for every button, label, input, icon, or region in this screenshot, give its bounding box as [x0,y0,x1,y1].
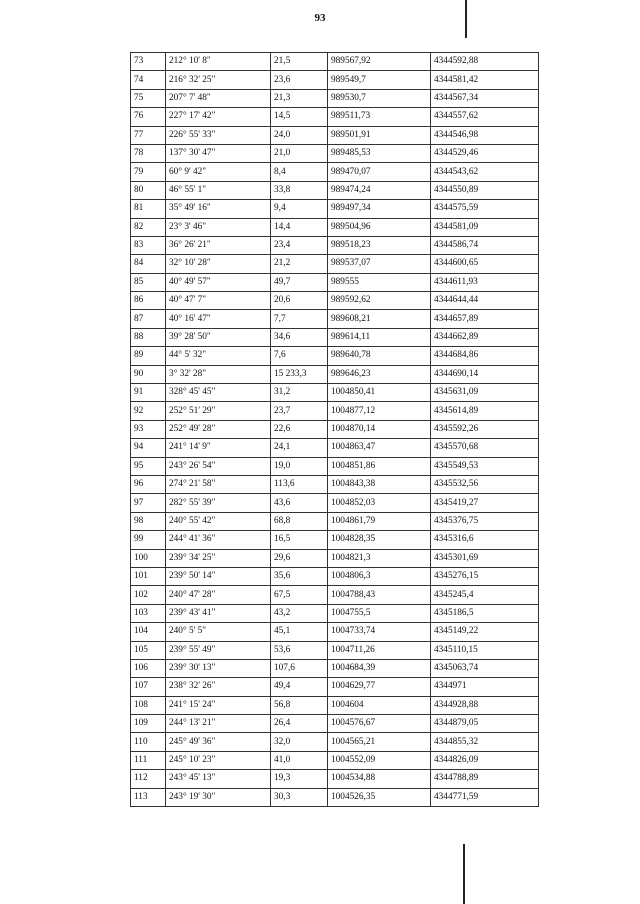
table-row [131,751,539,769]
table-row [131,89,539,107]
y-coordinate-cell: 4345532,56 [431,475,539,493]
direction-angle-cell: 274° 21' 58" [166,475,271,493]
point-number-cell: 81 [131,200,166,218]
y-coordinate-cell: 4344557,62 [431,108,539,126]
y-coordinate-cell: 4344928,88 [431,696,539,714]
distance-cell: 19,0 [271,457,328,475]
x-coordinate-cell: 989470,07 [328,163,431,181]
distance-cell: 43,2 [271,604,328,622]
direction-angle-cell: 239° 30' 13" [166,659,271,677]
point-number-cell: 104 [131,623,166,641]
table-row [131,475,539,493]
table-row [131,255,539,273]
direction-angle-cell: 227° 17' 42" [166,108,271,126]
table-row [131,549,539,567]
table-row [131,604,539,622]
x-coordinate-cell: 1004863,47 [328,439,431,457]
table-row [131,770,539,788]
table-row [131,53,539,71]
distance-cell: 16,5 [271,531,328,549]
point-number-cell: 113 [131,788,166,806]
x-coordinate-cell: 989511,73 [328,108,431,126]
distance-cell: 20,6 [271,292,328,310]
distance-cell: 43,6 [271,494,328,512]
point-number-cell: 111 [131,751,166,769]
distance-cell: 7,6 [271,347,328,365]
y-coordinate-cell: 4344684,86 [431,347,539,365]
point-number-cell: 108 [131,696,166,714]
y-coordinate-cell: 4345301,69 [431,549,539,567]
point-number-cell: 74 [131,71,166,89]
direction-angle-cell: 44° 5' 32" [166,347,271,365]
x-coordinate-cell: 1004806,3 [328,567,431,585]
x-coordinate-cell: 1004843,38 [328,475,431,493]
point-number-cell: 91 [131,384,166,402]
table-row [131,696,539,714]
table-row [131,659,539,677]
direction-angle-cell: 239° 34' 25" [166,549,271,567]
direction-angle-cell: 245° 49' 36" [166,733,271,751]
distance-cell: 32,0 [271,733,328,751]
x-coordinate-cell: 1004684,39 [328,659,431,677]
distance-cell: 113,6 [271,475,328,493]
distance-cell: 9,4 [271,200,328,218]
distance-cell: 41,0 [271,751,328,769]
x-coordinate-cell: 1004565,21 [328,733,431,751]
y-coordinate-cell: 4344662,89 [431,328,539,346]
point-number-cell: 96 [131,475,166,493]
point-number-cell: 103 [131,604,166,622]
x-coordinate-cell: 989567,92 [328,53,431,71]
table-row [131,531,539,549]
y-coordinate-cell: 4344855,32 [431,733,539,751]
direction-angle-cell: 238° 32' 26" [166,678,271,696]
y-coordinate-cell: 4344788,89 [431,770,539,788]
distance-cell: 49,4 [271,678,328,696]
x-coordinate-cell: 1004629,77 [328,678,431,696]
point-number-cell: 94 [131,439,166,457]
table-row [131,788,539,806]
table-row [131,439,539,457]
y-coordinate-cell: 4345614,89 [431,402,539,420]
x-coordinate-cell: 989592,62 [328,292,431,310]
distance-cell: 21,5 [271,53,328,71]
direction-angle-cell: 216° 32' 25" [166,71,271,89]
distance-cell: 15 233,3 [271,365,328,383]
distance-cell: 53,6 [271,641,328,659]
table-row [131,163,539,181]
x-coordinate-cell: 1004788,43 [328,586,431,604]
distance-cell: 107,6 [271,659,328,677]
distance-cell: 8,4 [271,163,328,181]
x-coordinate-cell: 1004576,67 [328,715,431,733]
distance-cell: 49,7 [271,273,328,291]
direction-angle-cell: 282° 55' 39" [166,494,271,512]
direction-angle-cell: 245° 10' 23" [166,751,271,769]
y-coordinate-cell: 4345063,74 [431,659,539,677]
direction-angle-cell: 243° 19' 30" [166,788,271,806]
direction-angle-cell: 23° 3' 46" [166,218,271,236]
x-coordinate-cell: 989640,78 [328,347,431,365]
direction-angle-cell: 243° 45' 13" [166,770,271,788]
direction-angle-cell: 207° 7' 48" [166,89,271,107]
table-row [131,108,539,126]
x-coordinate-cell: 989504,96 [328,218,431,236]
distance-cell: 22,6 [271,420,328,438]
point-number-cell: 87 [131,310,166,328]
direction-angle-cell: 244° 41' 36" [166,531,271,549]
x-coordinate-cell: 1004604 [328,696,431,714]
table-row [131,715,539,733]
distance-cell: 24,1 [271,439,328,457]
direction-angle-cell: 240° 55' 42" [166,512,271,530]
y-coordinate-cell: 4344879,05 [431,715,539,733]
y-coordinate-cell: 4345110,15 [431,641,539,659]
distance-cell: 30,3 [271,788,328,806]
y-coordinate-cell: 4344529,46 [431,144,539,162]
y-coordinate-cell: 4344567,34 [431,89,539,107]
x-coordinate-cell: 1004851,86 [328,457,431,475]
point-number-cell: 101 [131,567,166,585]
direction-angle-cell: 240° 47' 28" [166,586,271,604]
x-coordinate-cell: 1004861,79 [328,512,431,530]
table-row [131,512,539,530]
x-coordinate-cell: 989497,34 [328,200,431,218]
point-number-cell: 77 [131,126,166,144]
y-coordinate-cell: 4344771,59 [431,788,539,806]
direction-angle-cell: 36° 26' 21" [166,236,271,254]
table-row [131,586,539,604]
page-number: 93 [314,12,326,24]
point-number-cell: 106 [131,659,166,677]
y-coordinate-cell: 4344644,44 [431,292,539,310]
y-coordinate-cell: 4344543,62 [431,163,539,181]
x-coordinate-cell: 989485,53 [328,144,431,162]
x-coordinate-cell: 1004733,74 [328,623,431,641]
direction-angle-cell: 60° 9' 42" [166,163,271,181]
direction-angle-cell: 240° 5' 5" [166,623,271,641]
direction-angle-cell: 32° 10' 28" [166,255,271,273]
y-coordinate-cell: 4345245,4 [431,586,539,604]
y-coordinate-cell: 4344575,59 [431,200,539,218]
x-coordinate-cell: 989501,91 [328,126,431,144]
point-number-cell: 95 [131,457,166,475]
direction-angle-cell: 239° 50' 14" [166,567,271,585]
table-row [131,310,539,328]
y-coordinate-cell: 4344550,89 [431,181,539,199]
point-number-cell: 79 [131,163,166,181]
y-coordinate-cell: 4344690,14 [431,365,539,383]
distance-cell: 21,2 [271,255,328,273]
direction-angle-cell: 39° 28' 50" [166,328,271,346]
distance-cell: 45,1 [271,623,328,641]
point-number-cell: 84 [131,255,166,273]
distance-cell: 21,0 [271,144,328,162]
table-row [131,144,539,162]
y-coordinate-cell: 4344600,65 [431,255,539,273]
distance-cell: 68,8 [271,512,328,530]
y-coordinate-cell: 4345186,5 [431,604,539,622]
x-coordinate-cell: 1004821,3 [328,549,431,567]
x-coordinate-cell: 989555 [328,273,431,291]
direction-angle-cell: 3° 32' 28" [166,365,271,383]
y-coordinate-cell: 4345376,75 [431,512,539,530]
point-number-cell: 93 [131,420,166,438]
y-coordinate-cell: 4345592,26 [431,420,539,438]
x-coordinate-cell: 989474,24 [328,181,431,199]
distance-cell: 33,8 [271,181,328,199]
table-row [131,678,539,696]
direction-angle-cell: 244° 13' 21" [166,715,271,733]
direction-angle-cell: 252° 51' 29" [166,402,271,420]
x-coordinate-cell: 989518,23 [328,236,431,254]
direction-angle-cell: 241° 14' 9" [166,439,271,457]
y-coordinate-cell: 4345276,15 [431,567,539,585]
direction-angle-cell: 40° 16' 47" [166,310,271,328]
scan-artifact-line [463,844,465,904]
distance-cell: 14,4 [271,218,328,236]
scan-artifact-line [465,0,467,38]
table-row [131,218,539,236]
distance-cell: 7,7 [271,310,328,328]
point-number-cell: 110 [131,733,166,751]
table-row [131,384,539,402]
direction-angle-cell: 40° 49' 57" [166,273,271,291]
point-number-cell: 88 [131,328,166,346]
table-row [131,365,539,383]
table-row [131,328,539,346]
table-row [131,273,539,291]
distance-cell: 23,7 [271,402,328,420]
table-row [131,494,539,512]
distance-cell: 19,3 [271,770,328,788]
x-coordinate-cell: 989614,11 [328,328,431,346]
x-coordinate-cell: 989530,7 [328,89,431,107]
table-row [131,347,539,365]
direction-angle-cell: 40° 47' 7" [166,292,271,310]
direction-angle-cell: 46° 55' 1" [166,181,271,199]
point-number-cell: 75 [131,89,166,107]
x-coordinate-cell: 989646,23 [328,365,431,383]
distance-cell: 26,4 [271,715,328,733]
x-coordinate-cell: 1004552,09 [328,751,431,769]
y-coordinate-cell: 4345149,22 [431,623,539,641]
table-row [131,623,539,641]
table-row [131,200,539,218]
point-number-cell: 80 [131,181,166,199]
table-row [131,292,539,310]
distance-cell: 29,6 [271,549,328,567]
point-number-cell: 98 [131,512,166,530]
x-coordinate-cell: 1004877,12 [328,402,431,420]
y-coordinate-cell: 4344581,09 [431,218,539,236]
y-coordinate-cell: 4344546,98 [431,126,539,144]
table-row [131,567,539,585]
direction-angle-cell: 252° 49' 28" [166,420,271,438]
point-number-cell: 90 [131,365,166,383]
point-number-cell: 86 [131,292,166,310]
table-row [131,402,539,420]
point-number-cell: 109 [131,715,166,733]
y-coordinate-cell: 4345549,53 [431,457,539,475]
y-coordinate-cell: 4345570,68 [431,439,539,457]
table-row [131,457,539,475]
direction-angle-cell: 239° 55' 49" [166,641,271,659]
x-coordinate-cell: 1004711,26 [328,641,431,659]
direction-angle-cell: 226° 55' 33" [166,126,271,144]
coordinates-table [130,52,539,807]
x-coordinate-cell: 1004852,03 [328,494,431,512]
x-coordinate-cell: 1004828,35 [328,531,431,549]
table-row [131,126,539,144]
table-row [131,733,539,751]
direction-angle-cell: 239° 43' 41" [166,604,271,622]
distance-cell: 31,2 [271,384,328,402]
point-number-cell: 82 [131,218,166,236]
x-coordinate-cell: 1004526,35 [328,788,431,806]
point-number-cell: 76 [131,108,166,126]
y-coordinate-cell: 4344611,93 [431,273,539,291]
x-coordinate-cell: 1004755,5 [328,604,431,622]
point-number-cell: 105 [131,641,166,659]
distance-cell: 14,5 [271,108,328,126]
direction-angle-cell: 212° 10' 8" [166,53,271,71]
y-coordinate-cell: 4344586,74 [431,236,539,254]
point-number-cell: 89 [131,347,166,365]
point-number-cell: 97 [131,494,166,512]
direction-angle-cell: 35° 49' 16" [166,200,271,218]
point-number-cell: 92 [131,402,166,420]
distance-cell: 34,6 [271,328,328,346]
point-number-cell: 100 [131,549,166,567]
y-coordinate-cell: 4345419,27 [431,494,539,512]
table-row [131,420,539,438]
y-coordinate-cell: 4345316,6 [431,531,539,549]
table-row [131,71,539,89]
distance-cell: 56,8 [271,696,328,714]
y-coordinate-cell: 4344581,42 [431,71,539,89]
y-coordinate-cell: 4345631,09 [431,384,539,402]
x-coordinate-cell: 1004850,41 [328,384,431,402]
y-coordinate-cell: 4344592,88 [431,53,539,71]
point-number-cell: 83 [131,236,166,254]
distance-cell: 23,4 [271,236,328,254]
point-number-cell: 73 [131,53,166,71]
point-number-cell: 102 [131,586,166,604]
distance-cell: 35,6 [271,567,328,585]
x-coordinate-cell: 989549,7 [328,71,431,89]
point-number-cell: 85 [131,273,166,291]
x-coordinate-cell: 989537,07 [328,255,431,273]
y-coordinate-cell: 4344826,09 [431,751,539,769]
table-row [131,181,539,199]
point-number-cell: 99 [131,531,166,549]
table-row [131,236,539,254]
x-coordinate-cell: 989608,21 [328,310,431,328]
direction-angle-cell: 328° 45' 45" [166,384,271,402]
distance-cell: 23,6 [271,71,328,89]
direction-angle-cell: 243° 26' 54" [166,457,271,475]
y-coordinate-cell: 4344657,89 [431,310,539,328]
distance-cell: 24,0 [271,126,328,144]
x-coordinate-cell: 1004870,14 [328,420,431,438]
point-number-cell: 78 [131,144,166,162]
y-coordinate-cell: 4344971 [431,678,539,696]
point-number-cell: 112 [131,770,166,788]
point-number-cell: 107 [131,678,166,696]
direction-angle-cell: 137° 30' 47" [166,144,271,162]
x-coordinate-cell: 1004534,88 [328,770,431,788]
distance-cell: 67,5 [271,586,328,604]
coordinates-table-body [131,53,539,807]
distance-cell: 21,3 [271,89,328,107]
direction-angle-cell: 241° 15' 24" [166,696,271,714]
table-row [131,641,539,659]
